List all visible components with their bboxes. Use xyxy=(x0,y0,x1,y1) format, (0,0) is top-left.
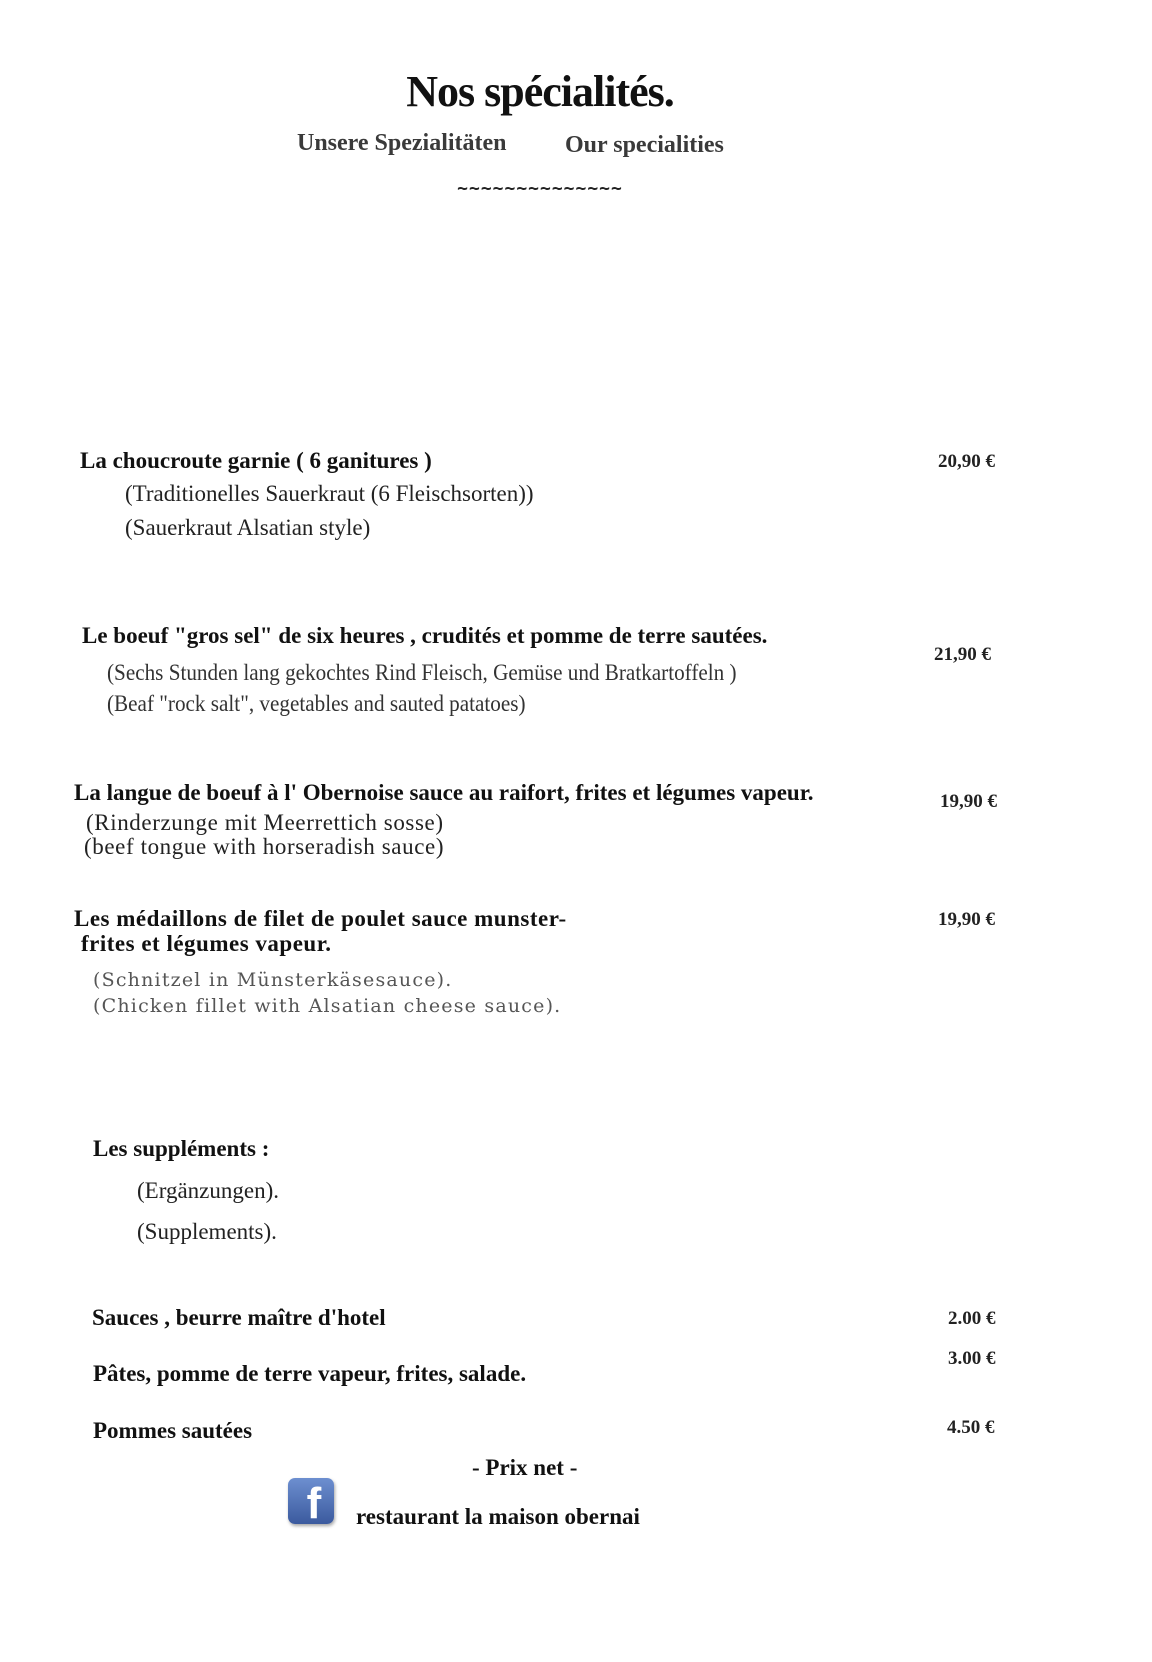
facebook-page-link[interactable]: restaurant la maison obernai xyxy=(356,1504,640,1529)
page-title: Nos spécialités. xyxy=(406,67,674,116)
dish-price: 19,90 € xyxy=(940,791,997,812)
dish-translation-de: (Traditionelles Sauerkraut (6 Fleischsorten)) xyxy=(125,481,534,506)
subtitle-english: Our specialities xyxy=(565,132,724,158)
supplements-heading: Les suppléments : xyxy=(93,1136,270,1161)
dish-price: 19,90 € xyxy=(938,909,995,930)
dish-translation-en: (Sauerkraut Alsatian style) xyxy=(125,515,371,540)
dish-name: La langue de boeuf à l' Obernoise sauce au raifort, frites et légumes vapeur. xyxy=(74,780,814,805)
facebook-icon[interactable] xyxy=(288,1478,334,1524)
supplement-item-price: 2.00 € xyxy=(948,1308,996,1329)
dish-translation-de: (Schnitzel in Münsterkäsesauce). xyxy=(93,969,453,991)
supplement-item-label: Pâtes, pomme de terre vapeur, frites, salade. xyxy=(93,1361,527,1386)
dish-translation-en: (Beaf "rock salt", vegetables and sauted patatoes) xyxy=(107,691,526,716)
supplements-translation-de: (Ergänzungen). xyxy=(137,1178,279,1203)
subtitle-german: Unsere Spezialitäten xyxy=(297,130,507,156)
dish-translation-en: (beef tongue with horseradish sauce) xyxy=(84,834,445,859)
supplement-item-price: 3.00 € xyxy=(948,1348,996,1369)
decorative-separator: ~~~~~~~~~~~~~~ xyxy=(457,178,623,199)
dish-price: 20,90 € xyxy=(938,451,995,472)
dish-translation-de: (Sechs Stunden lang gekochtes Rind Fleisch, Gemüse und Bratkartoffeln ) xyxy=(107,660,737,685)
facebook-glyph: f xyxy=(306,1479,322,1524)
dish-name-line2: frites et légumes vapeur. xyxy=(81,931,332,956)
dish-name-line1: Les médaillons de filet de poulet sauce munster- xyxy=(74,906,567,931)
dish-price: 21,90 € xyxy=(934,644,991,665)
supplements-translation-en: (Supplements). xyxy=(137,1219,277,1244)
dish-name: Le boeuf "gros sel" de six heures , crudités et pomme de terre sautées. xyxy=(82,623,768,648)
supplement-item-label: Pommes sautées xyxy=(93,1418,253,1443)
net-price-note: - Prix net - xyxy=(472,1455,578,1480)
supplement-item-price: 4.50 € xyxy=(947,1417,995,1438)
dish-translation-de: (Rinderzunge mit Meerrettich sosse) xyxy=(86,810,444,835)
dish-name: La choucroute garnie ( 6 ganitures ) xyxy=(80,448,432,473)
dish-translation-en: (Chicken fillet with Alsatian cheese sauce). xyxy=(93,995,562,1017)
supplement-item-label: Sauces , beurre maître d'hotel xyxy=(92,1305,386,1330)
